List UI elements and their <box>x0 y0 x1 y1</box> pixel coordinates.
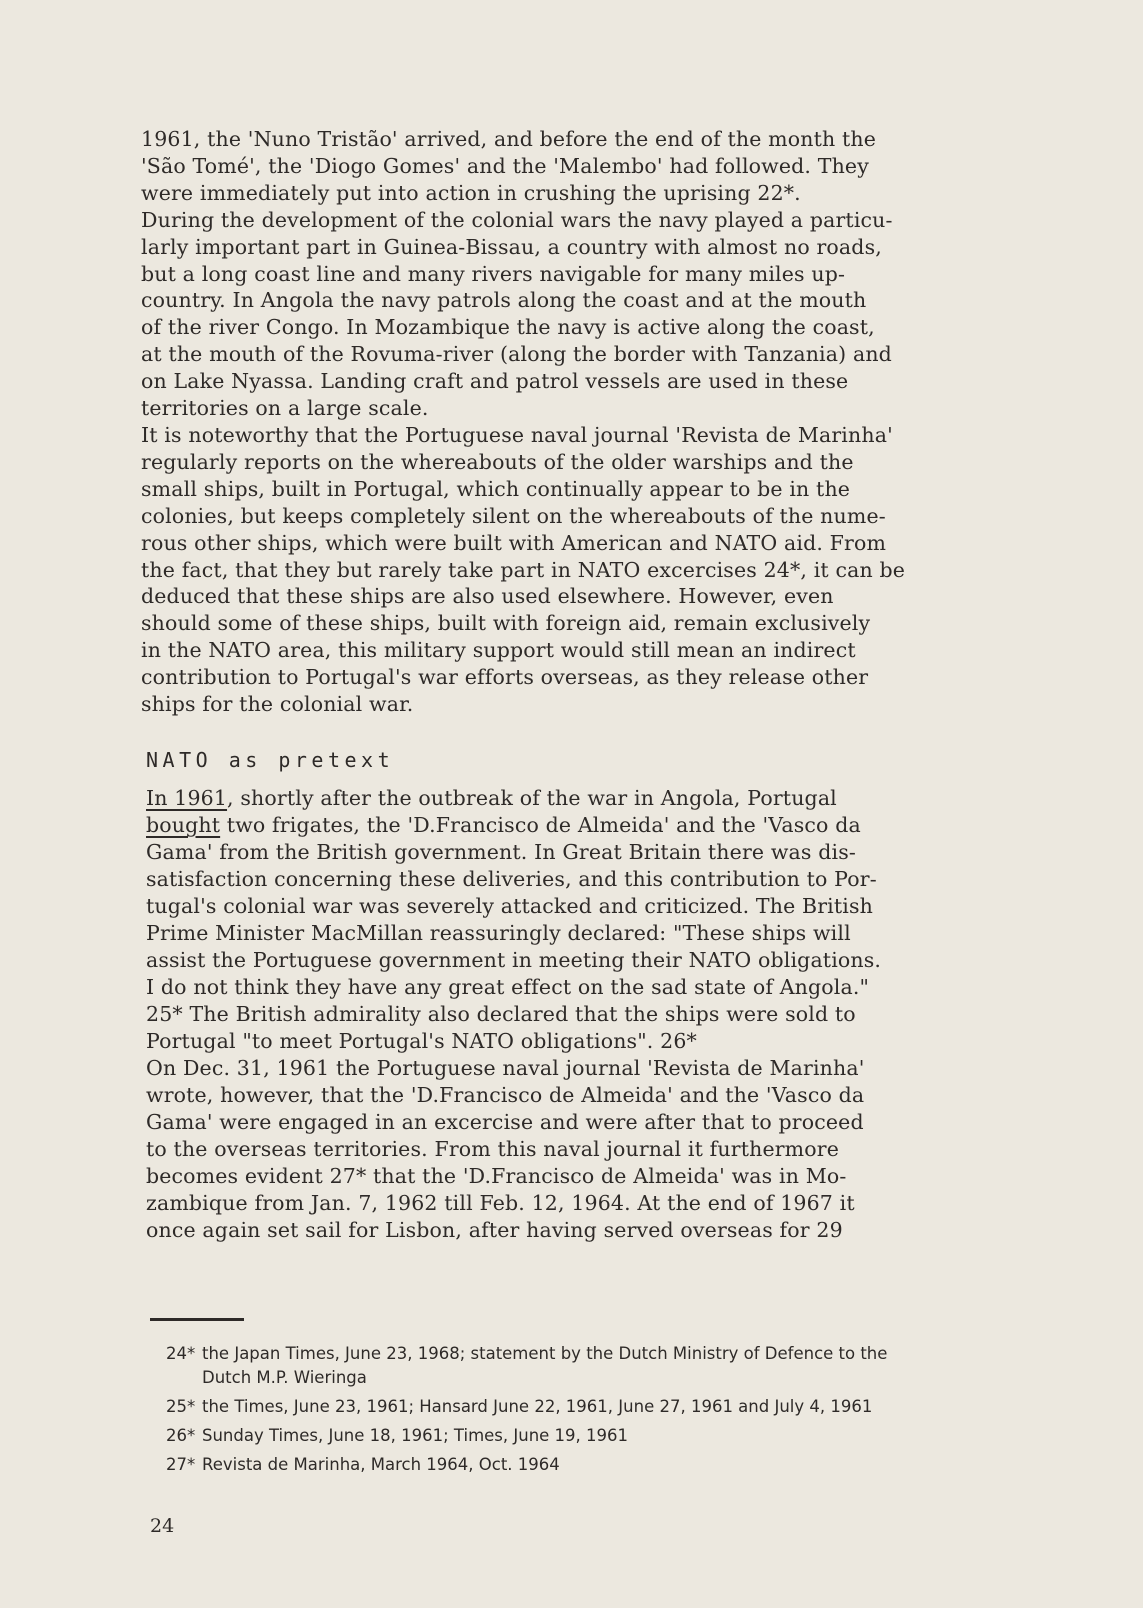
footnote-continuation: Dutch M.P. Wieringa <box>202 1368 367 1387</box>
section-line: once again set sail for Lisbon, after having served overseas for 29 <box>146 1218 843 1242</box>
footnote-divider <box>150 1318 244 1321</box>
body-paragraphs <box>141 126 1041 718</box>
section-line <box>146 812 1046 839</box>
body-line: During the development of the colonial wars the navy played a particu- <box>141 207 893 232</box>
section-line: I do not think they have any great effect on the sad state of Angola." <box>146 975 870 999</box>
section-line: 25* The British admirality also declared that the ships were sold to <box>146 1002 856 1026</box>
section-line: assist the Portuguese government in meeting their NATO obligations. <box>146 948 882 972</box>
footnote-number: 24* <box>166 1344 196 1363</box>
body-line: colonies, but keeps completely silent on the whereabouts of the nume- <box>141 503 886 528</box>
section-line: Gama' from the British government. In Great Britain there was dis- <box>146 840 856 864</box>
footnote-number: 26* <box>166 1426 196 1445</box>
footnote-number: 27* <box>166 1455 196 1474</box>
body-line: small ships, built in Portugal, which continually appear to be in the <box>141 476 851 501</box>
footnotes <box>166 1342 1066 1482</box>
body-line: 'São Tomé', the 'Diogo Gomes' and the 'Malembo' had followed. They <box>141 153 869 178</box>
body-line: It is noteworthy that the Portuguese naval journal 'Revista de Marinha' <box>141 422 893 447</box>
section-line: Portugal "to meet Portugal's NATO obligations". 26* <box>146 1029 697 1053</box>
footnote-27 <box>166 1453 1066 1477</box>
body-line: rous other ships, which were built with American and NATO aid. From <box>141 530 887 555</box>
body-line: 1961, the 'Nuno Tristão' arrived, and before the end of the month the <box>141 127 877 151</box>
body-line: should some of these ships, built with foreign aid, remain exclusively <box>141 611 871 636</box>
underlined-text: In 1961 <box>146 786 228 810</box>
body-line: in the NATO area, this military support would still mean an indirect <box>141 638 856 663</box>
body-line: of the river Congo. In Mozambique the navy is active along the coast, <box>141 315 875 340</box>
body-line: but a long coast line and many rivers navigable for many miles up- <box>141 261 846 286</box>
section-heading: NATO as pretext <box>146 748 395 772</box>
body-line: at the mouth of the Rovuma-river (along the border with Tanzania) and <box>141 342 892 367</box>
body-line: deduced that these ships are also used elsewhere. However, even <box>141 584 834 609</box>
section-line: to the overseas territories. From this naval journal it furthermore <box>146 1137 839 1161</box>
footnote-25 <box>166 1395 1066 1419</box>
footnote-26 <box>166 1424 1066 1448</box>
body-line: contribution to Portugal's war efforts overseas, as they release other <box>141 665 869 690</box>
line-text: , shortly after the outbreak of the war in Angola, Portugal <box>227 786 837 810</box>
body-line: ships for the colonial war. <box>141 692 414 717</box>
footnote-text: Revista de Marinha, March 1964, Oct. 1964 <box>202 1455 560 1474</box>
section-line: satisfaction concerning these deliveries, and this contribution to Por- <box>146 867 877 891</box>
section-line: On Dec. 31, 1961 the Portuguese naval journal 'Revista de Marinha' <box>146 1056 865 1080</box>
line-text: two frigates, the 'D.Francisco de Almeida' and the 'Vasco da <box>220 813 861 837</box>
footnote-number: 25* <box>166 1397 196 1416</box>
section-line: zambique from Jan. 7, 1962 till Feb. 12, 1964. At the end of 1967 it <box>146 1191 855 1215</box>
body-line: territories on a large scale. <box>141 396 429 421</box>
page-number: 24 <box>150 1515 175 1537</box>
body-line: regularly reports on the whereabouts of the older warships and the <box>141 449 854 474</box>
footnote-text: Sunday Times, June 18, 1961; Times, June 19, 1961 <box>202 1426 629 1445</box>
section-line: tugal's colonial war was severely attacked and criticized. The British <box>146 894 874 918</box>
body-line: larly important part in Guinea-Bissau, a country with almost no roads, <box>141 234 882 259</box>
section-line: wrote, however, that the 'D.Francisco de Almeida' and the 'Vasco da <box>146 1083 865 1107</box>
body-line: on Lake Nyassa. Landing craft and patrol vessels are used in these <box>141 369 849 394</box>
section-line <box>146 785 1046 812</box>
footnote-text: the Japan Times, June 23, 1968; statement by the Dutch Ministry of Defence to the <box>202 1344 888 1363</box>
footnote-24 <box>166 1342 1066 1390</box>
underlined-text: bought <box>146 813 221 837</box>
body-line: the fact, that they but rarely take part in NATO excercises 24*, it can be <box>141 557 906 582</box>
section-paragraphs <box>146 785 1046 1244</box>
section-line: Gama' were engaged in an excercise and were after that to proceed <box>146 1110 864 1134</box>
section-line: becomes evident 27* that the 'D.Francisco de Almeida' was in Mo- <box>146 1164 847 1188</box>
body-line: were immediately put into action in crushing the uprising 22*. <box>141 180 801 205</box>
footnote-text: the Times, June 23, 1961; Hansard June 22, 1961, June 27, 1961 and July 4, 1961 <box>202 1397 873 1416</box>
body-line: country. In Angola the navy patrols along the coast and at the mouth <box>141 288 867 313</box>
section-line: Prime Minister MacMillan reassuringly declared: "These ships will <box>146 921 851 945</box>
